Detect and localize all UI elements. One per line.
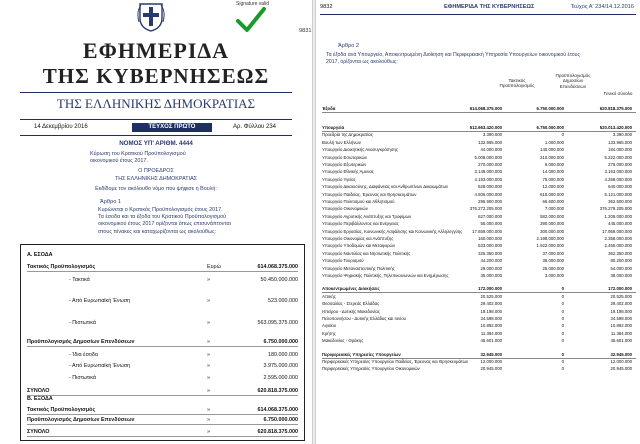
- row-amount: 1.000.000: [544, 139, 564, 145]
- row-amount: 276.000.000: [608, 162, 632, 167]
- row-amount: 1.209.000.000: [604, 213, 632, 219]
- row-name: Υπουργείο Εξωτερικών: [322, 162, 367, 167]
- expenditure-row: [322, 169, 636, 176]
- budget-row-amount: 614.068.375.000: [257, 264, 298, 270]
- row-amount: 45.601.000: [480, 338, 502, 344]
- row-amount: 628.000.000: [478, 184, 502, 190]
- row-amount: 7.000.000: [544, 206, 564, 212]
- budget-row: [21, 395, 304, 404]
- masthead-line1: ΕΦΗΜΕΡΙΔΑ: [82, 38, 230, 63]
- row-amount: 615.000.000: [540, 191, 564, 197]
- row-amount: 29.402.000: [480, 301, 502, 307]
- expenditure-row: [322, 352, 636, 359]
- budget-row: [21, 406, 304, 415]
- row-amount: 0: [561, 132, 564, 138]
- budget-row-currency: »: [207, 388, 210, 394]
- row-name: Αποκεντρωμένες Διοικήσεις: [322, 286, 380, 292]
- expenditure-row: [322, 301, 636, 308]
- budget-row-label: Τακτικός Προϋπολογισμός: [27, 264, 96, 270]
- issue-bar: [20, 122, 292, 133]
- divider: [20, 135, 292, 136]
- article2-line: Τα έξοδα ανά Υπουργείο, Αποκεντρωμένη Διοίκηση και Περιφερειακή Υπηρεσία Υπουργείων οικονομικού έτους: [326, 52, 581, 58]
- row-name: Υπουργείο Εργασίας, Κοινωνικής Ασφάλισης και Κοινωνικής Αλληλεγγύης: [322, 228, 463, 234]
- row-amount: 11.384.000: [610, 330, 632, 336]
- row-amount: 3.390.000: [612, 132, 632, 138]
- column-header-line: Επενδύσεων: [559, 83, 587, 89]
- article1-line: Τα έσοδα και τα έξοδα του Κρατικού Προϋπολογισμού: [98, 214, 227, 221]
- column-header-line: Προϋπολογισμός: [555, 73, 591, 78]
- masthead-line3: ΤΗΣ ΕΛΛΗΝΙΚΗΣ ΔΗΜΟΚΡΑΤΙΑΣ: [56, 96, 256, 111]
- row-amount: 45.601.000: [610, 338, 632, 344]
- issue-label: ΤΕΥΧΟΣ ΠΡΩΤΟ: [132, 123, 212, 132]
- article2-title: Άρθρο 2: [338, 43, 359, 49]
- row-amount: 6.000.000: [544, 162, 564, 167]
- column-header-total: [596, 91, 640, 96]
- row-name: Υπουργείο Αγροτικής Ανάπτυξης και Τροφίμων: [322, 213, 412, 219]
- article1-line: στους πίνακες και καταχωρίζονται ως ακολούθως:: [98, 228, 217, 235]
- row-amount: 20.525.000: [610, 293, 632, 299]
- row-name: Κρήτης: [322, 330, 336, 336]
- article2-line: 2017, ορίζονται ως ακολούθως:: [326, 58, 398, 65]
- column-header-line: Γενικό σύνολο: [603, 91, 633, 96]
- budget-row-currency: »: [207, 320, 210, 326]
- row-name: Υπουργείο Ψηφιακής Πολιτικής, Τηλεπικοινωνιών και Ενημέρωσης: [322, 273, 449, 278]
- column-header-line: Τακτικός: [508, 78, 526, 83]
- budget-row-amount: 620.818.375.000: [257, 429, 298, 435]
- row-amount: 32.945.000: [610, 351, 632, 357]
- row-amount: 620.818.375.000: [599, 106, 632, 111]
- row-name: Αττικής: [322, 293, 336, 299]
- row-amount: 390.000.000: [540, 221, 564, 227]
- budget-row-label: - Από Ευρωπαϊκή Ένωση: [69, 363, 131, 369]
- row-amount: 6.750.000.000: [536, 125, 564, 130]
- row-divider: [322, 112, 636, 113]
- row-name: Μακεδονίας - Θράκης: [322, 338, 364, 344]
- row-amount: 582.000.000: [540, 213, 564, 219]
- row-amount: 0: [561, 293, 564, 299]
- row-amount: 14.000.000: [542, 169, 564, 175]
- budget-row-amount: 2.595.000.000: [263, 375, 298, 381]
- row-amount: 4.193.000.000: [474, 176, 502, 182]
- budget-row-amount: 523.000.000: [268, 298, 298, 304]
- row-amount: 35.000.000: [480, 273, 502, 278]
- row-amount: 362.350.000: [608, 250, 632, 256]
- budget-row-label: Προϋπολογισμός Δημοσίων Επενδύσεων: [27, 339, 135, 345]
- row-name: Υπουργείο Ναυτιλίας και Νησιωτικής Πολιτικής: [322, 250, 411, 256]
- row-amount: 184.000.000: [608, 147, 632, 153]
- row-amount: 10.892.000: [480, 323, 502, 329]
- greek-emblem-icon: [137, 2, 165, 32]
- expenditure-row: [322, 236, 636, 243]
- expenditure-row: [322, 155, 636, 162]
- row-amount: 0: [561, 338, 564, 344]
- row-amount: 34.598.000: [610, 316, 632, 321]
- row-amount: 44.000.000: [480, 147, 502, 153]
- budget-row-label: Προϋπολογισμός Δημοσίων Επενδύσεων: [27, 417, 135, 423]
- row-amount: 55.000.000: [480, 221, 502, 227]
- signature-valid-badge: [236, 1, 296, 35]
- row-amount: 140.000.000: [540, 147, 564, 153]
- row-amount: 29.000.000: [480, 265, 502, 271]
- row-name: Υπουργείο Δικαιοσύνης, Διαφάνειας και Ανθρωπίνων Δικαιωμάτων: [322, 184, 449, 190]
- row-amount: 1.922.000.000: [536, 243, 564, 249]
- row-amount: 376.279.205.000: [599, 206, 632, 212]
- row-name: Περιφερειακές Υπηρεσίες Υπουργείου Παιδείας, Έρευνας και Θρησκευμάτων: [322, 359, 469, 364]
- budget-row-currency: »: [207, 417, 210, 423]
- row-amount: 3.149.000.000: [474, 169, 502, 175]
- divider: [20, 119, 292, 120]
- budget-row-amount: 620.818.375.000: [257, 388, 298, 394]
- row-amount: 4.506.000.000: [474, 191, 502, 197]
- budget-row-currency: »: [207, 298, 210, 304]
- row-amount: 29.402.000: [610, 301, 632, 307]
- page-number: 9832: [320, 4, 333, 10]
- budget-row-amount: 50.450.000.000: [260, 277, 298, 283]
- row-amount: 17.659.000.000: [472, 228, 502, 234]
- row-amount: 5.121.000.000: [604, 191, 632, 197]
- budget-row-label: - Πιστωτικά: [69, 375, 96, 381]
- row-name: Αιγαίου: [322, 323, 337, 329]
- expenditure-row: [322, 214, 636, 221]
- column-header-line: Προϋπολογισμός: [499, 83, 535, 89]
- expenditure-row: [322, 338, 636, 345]
- row-amount: 19.198.000: [610, 308, 632, 314]
- row-amount: 12.000.000: [542, 184, 564, 190]
- row-amount: 20.945.000: [480, 366, 502, 372]
- budget-row-label: - Ίδια έσοδα: [69, 352, 99, 358]
- budget-row: [21, 263, 304, 272]
- expenditure-row: [322, 147, 636, 154]
- budget-row: [21, 428, 304, 437]
- budget-row: [21, 276, 304, 285]
- budget-row: [21, 297, 304, 306]
- budget-row-label: - Από Ευρωπαϊκή Ένωση: [69, 298, 131, 304]
- row-name: Υπουργείο Υποδομών και Μεταφορών: [322, 243, 396, 249]
- row-amount: 520.013.420.000: [599, 125, 632, 130]
- column-header-investment: [548, 73, 598, 89]
- budget-row: [21, 319, 304, 328]
- row-amount: 132.965.000: [478, 139, 502, 145]
- budget-row-currency: »: [207, 277, 210, 283]
- page-number: 9831: [299, 28, 312, 34]
- president-line: ΤΗΣ ΕΛΛΗΝΙΚΗΣ ΔΗΜΟΚΡΑΤΙΑΣ: [115, 176, 197, 182]
- row-divider: [27, 346, 298, 347]
- row-divider: [27, 436, 298, 437]
- expenditure-row: [322, 323, 636, 330]
- row-amount: 20.945.000: [610, 366, 632, 372]
- row-name: Υπουργείο Διοικητικής Ανασυγκρότησης: [322, 147, 398, 153]
- budget-row-currency: Ευρώ: [207, 264, 221, 270]
- row-amount: 533.000.000: [478, 243, 502, 249]
- row-amount: 270.000.000: [478, 162, 502, 167]
- row-amount: 133.965.000: [608, 139, 632, 145]
- row-amount: 0: [561, 359, 564, 364]
- expenditure-row: [322, 192, 636, 199]
- president-line: Ο ΠΡΟΕΔΡΟΣ: [138, 168, 174, 174]
- row-name: Υπουργείο Εθνικής Άμυνας: [322, 169, 374, 175]
- budget-row-currency: »: [207, 363, 210, 369]
- signature-label: Signature valid: [236, 1, 270, 7]
- row-amount: 12.000.000: [480, 359, 502, 364]
- row-name: Υπουργείο Μεταναστευτικής Πολιτικής: [322, 265, 395, 271]
- budget-row-amount: 6.750.000.000: [263, 339, 298, 345]
- expenditure-row: [322, 286, 636, 293]
- row-amount: 5.008.000.000: [474, 154, 502, 160]
- row-name: Προεδρία της Δημοκρατίας: [322, 132, 373, 138]
- budget-row: [21, 251, 304, 260]
- row-amount: 4.268.000.000: [604, 176, 632, 182]
- expenditure-row: [322, 106, 636, 113]
- expenditure-row: [322, 206, 636, 213]
- row-amount: 0: [561, 286, 564, 292]
- row-divider: [27, 271, 298, 272]
- row-amount: 80.200.000: [610, 258, 632, 264]
- budget-row-currency: »: [207, 375, 210, 381]
- row-amount: 2.358.000.000: [604, 236, 632, 241]
- article1-text: [98, 207, 296, 236]
- row-amount: 614.068.375.000: [469, 106, 502, 111]
- budget-row-amount: 180.000.000: [268, 352, 298, 358]
- row-amount: 11.384.000: [480, 330, 502, 336]
- row-amount: 627.000.000: [478, 213, 502, 219]
- row-amount: 36.000.000: [542, 258, 564, 264]
- issue-date: 14 Δεκεμβρίου 2016: [34, 124, 88, 130]
- budget-row: [21, 416, 304, 425]
- sheet-number: Αρ. Φύλλου 234: [232, 124, 276, 130]
- row-amount: 38.000.000: [610, 273, 632, 278]
- column-header-line: Δημοσίων: [562, 78, 584, 84]
- row-amount: 17.959.000.000: [602, 228, 632, 234]
- expenditure-row: [322, 273, 636, 280]
- row-amount: 295.900.000: [478, 199, 502, 204]
- row-name: Υπουργείο Οικονομικών: [322, 206, 368, 212]
- expenditure-row: [322, 162, 636, 169]
- row-amount: 34.598.000: [480, 316, 502, 321]
- expenditure-row: [322, 221, 636, 228]
- row-name: Βουλή των Ελλήνων: [322, 139, 361, 145]
- row-name: Περιφερειακές Υπηρεσίες Υπουργείων: [322, 351, 401, 357]
- row-amount: 5.222.000.000: [604, 154, 632, 160]
- row-amount: 54.000.000: [610, 265, 632, 271]
- row-amount: 37.000.000: [542, 250, 564, 256]
- article2-text: [326, 52, 636, 65]
- paper-title: ΕΦΗΜΕΡΙΔΑ ΤΗΣ ΚΥΒΕΡΝΗΣΕΩΣ: [444, 4, 535, 10]
- budget-row: [21, 351, 304, 360]
- expenditure-row: [322, 366, 636, 373]
- row-amount: 0: [561, 316, 564, 321]
- row-amount: 0: [561, 351, 564, 357]
- expenditure-row: [322, 309, 636, 316]
- budget-row-amount: 6.750.000.000: [263, 417, 298, 423]
- budget-row-label: Α. ΕΣΟΔΑ: [27, 252, 53, 258]
- row-amount: 0: [561, 330, 564, 336]
- page-header: [316, 3, 640, 13]
- law-subtitle-line: Κύρωση του Κρατικού Προϋπολογισμού: [90, 151, 186, 157]
- row-name: Θεσσαλίας - Στερεάς Ελλάδας: [322, 301, 380, 307]
- row-amount: 445.000.000: [608, 221, 632, 227]
- row-amount: 160.000.000: [478, 236, 502, 241]
- row-amount: 3.000.000: [544, 273, 564, 278]
- budget-row-amount: 3.975.000.000: [263, 363, 298, 369]
- row-amount: 12.000.000: [610, 359, 632, 364]
- expenditure-row: [322, 359, 636, 366]
- budget-row-label: Β. ΕΞΟΔΑ: [27, 396, 53, 402]
- row-amount: 640.000.000: [608, 184, 632, 190]
- row-amount: 75.000.000: [542, 176, 564, 182]
- row-name: Υπουργείο Περιβάλλοντος και Ενέργειας: [322, 221, 399, 227]
- row-name: Υπουργείο Παιδείας, Έρευνας και Θρησκευμάτων: [322, 191, 417, 197]
- budget-row: [21, 338, 304, 347]
- law-title: ΝΟΜΟΣ ΥΠ' ΑΡΙΘΜ. 4444: [119, 140, 193, 147]
- row-amount: 0: [561, 308, 564, 314]
- row-name: Περιφερειακές Υπηρεσίες Υπουργείου Οικονομικών: [322, 366, 420, 372]
- article1-line: οικονομικού έτους 2017 ορίζονται όπως επισυνάπτονται: [98, 221, 231, 228]
- divider: [320, 14, 636, 15]
- budget-row-label: Τακτικός Προϋπολογισμός: [27, 407, 96, 413]
- row-amount: 0: [561, 366, 564, 372]
- row-amount: 6.750.000.000: [536, 106, 564, 111]
- row-name: Έξοδα: [322, 106, 336, 111]
- expenditure-row: [322, 316, 636, 323]
- article1-line: Κυρώνεται ο Κρατικός Προϋπολογισμός έτους 2017.: [98, 207, 223, 213]
- row-amount: 376.272.205.000: [469, 206, 502, 212]
- row-amount: 512.663.420.000: [469, 125, 502, 130]
- row-amount: 19.198.000: [480, 308, 502, 314]
- row-name: Υπουργεία: [322, 125, 345, 130]
- row-amount: 362.500.000: [608, 199, 632, 204]
- column-header-regular: [492, 78, 542, 89]
- left-page: [0, 0, 312, 444]
- row-amount: 300.000.000: [540, 228, 564, 234]
- budget-row-label: - Τακτικά: [69, 277, 90, 283]
- expenditure-row: [322, 331, 636, 338]
- budget-row-amount: 614.068.375.000: [257, 407, 298, 413]
- article1-title: Άρθρο 1: [100, 199, 121, 205]
- checkmark-icon: [236, 7, 266, 33]
- budget-row-currency: »: [207, 429, 210, 435]
- row-amount: 3.390.000: [482, 132, 502, 138]
- row-amount: 0: [561, 323, 564, 329]
- row-amount: 172.000.000: [478, 286, 502, 292]
- budget-row-currency: »: [207, 339, 210, 345]
- row-name: Υπουργείο Πολιτισμού και Αθλητισμού: [322, 199, 395, 204]
- expenditure-row: [322, 125, 636, 132]
- row-amount: 66.600.000: [542, 199, 564, 204]
- row-divider: [27, 414, 298, 415]
- budget-row-currency: »: [207, 407, 210, 413]
- row-name: Υπουργείο Τουρισμού: [322, 258, 364, 264]
- expenditure-row: [322, 251, 636, 258]
- row-amount: 32.945.000: [480, 351, 502, 357]
- row-name: Ηπείρου - Δυτικής Μακεδονίας: [322, 308, 380, 314]
- budget-row: [21, 362, 304, 371]
- budget-table: [20, 244, 305, 441]
- divider: [20, 92, 292, 93]
- law-subtitle-line: οικονομικού έτους 2017.: [90, 158, 148, 164]
- budget-row: [21, 374, 304, 383]
- expenditure-row: [322, 184, 636, 191]
- row-name: Υπουργείο Υγείας: [322, 176, 356, 182]
- right-page: [316, 0, 640, 444]
- expenditure-row: [322, 132, 636, 139]
- row-amount: 20.525.000: [480, 293, 502, 299]
- expenditure-row: [322, 258, 636, 265]
- expenditure-row: [322, 229, 636, 236]
- row-name: Υπουργείο Οικονομίας και Ανάπτυξης: [322, 236, 394, 241]
- budget-row-currency: »: [207, 352, 210, 358]
- expenditure-row: [322, 294, 636, 301]
- expenditure-row: [322, 140, 636, 147]
- enactment-text: Εκδίδομε τον ακόλουθο νόμο που ψήφισε η Βουλή:: [95, 186, 217, 192]
- expenditure-row: [322, 266, 636, 273]
- row-amount: 0: [561, 301, 564, 307]
- row-amount: 25.000.000: [542, 265, 564, 271]
- expenditure-row: [322, 199, 636, 206]
- row-amount: 2.455.000.000: [604, 243, 632, 249]
- row-amount: 210.000.000: [540, 154, 564, 160]
- budget-row-label: ΣΥΝΟΛΟ: [27, 388, 50, 394]
- expenditure-row: [322, 243, 636, 250]
- budget-row-label: ΣΥΝΟΛΟ: [27, 429, 50, 435]
- row-divider: [27, 424, 298, 425]
- row-amount: 3.163.000.000: [604, 169, 632, 175]
- row-amount: 44.200.000: [480, 258, 502, 264]
- budget-row-label: - Πιστωτικά: [69, 320, 96, 326]
- budget-row-amount: 563.095.375.000: [257, 320, 298, 326]
- expenditure-row: [322, 177, 636, 184]
- row-amount: 10.892.000: [610, 323, 632, 329]
- row-amount: 2.198.000.000: [536, 236, 564, 241]
- masthead-line2: ΤΗΣ ΚΥΒΕΡΝΗΣΕΩΣ: [42, 64, 270, 88]
- issue-reference: Τεύχος Α' 234/14.12.2016: [570, 4, 634, 10]
- row-name: Πελοποννήσου - Δυτικής Ελλάδας και Ιονίου: [322, 316, 406, 321]
- row-name: Υπουργείο Εσωτερικών: [322, 154, 367, 160]
- row-amount: 172.000.000: [608, 286, 632, 292]
- row-amount: 325.350.000: [478, 250, 502, 256]
